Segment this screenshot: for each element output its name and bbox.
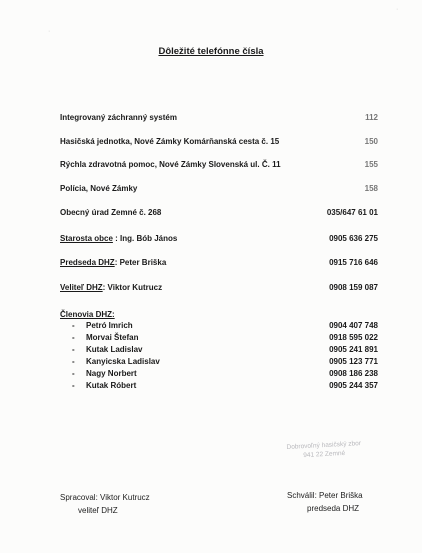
member-row	[60, 369, 378, 379]
member-dash: -	[72, 345, 75, 354]
official-stamp: Dobrovoľný hasičský zbor 941 22 Zemné	[286, 440, 362, 460]
document-title: Dôležité telefónne čísla	[158, 46, 264, 57]
member-row	[60, 357, 378, 367]
member-number: 0918 595 022	[329, 333, 378, 342]
official-name: : Peter Briška	[114, 258, 167, 267]
member-dash: -	[72, 333, 75, 342]
contact-number: 035/647 61 01	[326, 208, 378, 217]
member-row	[60, 321, 378, 331]
contact-label: Rýchla zdravotná pomoc, Nové Zámky Slovenská ul. Č. 11	[60, 160, 281, 169]
members-heading: Členovia DHZ:	[60, 310, 115, 319]
official-name: : Ing. Bób János	[112, 234, 178, 243]
member-number: 0904 407 748	[329, 321, 378, 330]
official-number: 0908 159 087	[329, 283, 378, 292]
contact-number: 158	[364, 184, 378, 193]
prepared-by-label: Spracoval: Viktor Kutrucz	[60, 493, 150, 502]
member-row	[60, 345, 378, 355]
official-number: 0905 636 275	[329, 234, 378, 243]
member-dash: -	[72, 381, 75, 390]
member-number: 0905 123 771	[329, 357, 378, 366]
member-name: Nagy Norbert	[86, 369, 137, 378]
approved-by-role: predseda DHZ	[307, 504, 360, 513]
contact-row	[60, 112, 378, 123]
official-role: Starosta obce	[60, 234, 113, 243]
contact-number: 112	[365, 113, 378, 122]
scan-speck: ·	[48, 28, 51, 35]
official-role: Veliteľ DHZ	[60, 283, 103, 292]
member-number: 0905 244 357	[329, 381, 378, 390]
official-name: : Viktor Kutrucz	[102, 283, 163, 292]
contact-number: 150	[364, 137, 378, 146]
member-dash: -	[72, 369, 75, 378]
member-name: Kanyicska Ladislav	[86, 357, 160, 366]
member-name: Petró Imrich	[86, 321, 133, 330]
official-role: Predseda DHZ	[60, 258, 115, 267]
prepared-by-block	[60, 491, 150, 517]
official-row	[60, 233, 378, 244]
official-row	[60, 257, 378, 268]
contact-label: Integrovaný záchranný systém	[60, 113, 177, 122]
member-name: Morvai Štefan	[86, 333, 139, 342]
member-number: 0905 241 891	[329, 345, 378, 354]
member-dash: -	[72, 357, 75, 366]
contact-row	[60, 207, 378, 218]
member-row	[60, 333, 378, 343]
member-number: 0908 186 238	[329, 369, 378, 378]
member-name: Kutak Róbert	[86, 381, 137, 390]
contact-label: Polícia, Nové Zámky	[60, 184, 138, 193]
member-row	[60, 381, 378, 391]
approved-by-label: Schválil: Peter Briška	[287, 491, 363, 500]
contact-row	[60, 183, 378, 194]
contact-number: 155	[364, 160, 378, 169]
contact-label: Hasičská jednotka, Nové Zámky Komárňanská cesta č. 15	[60, 137, 280, 146]
scan-speck: ·	[396, 6, 399, 13]
contact-row	[60, 159, 378, 170]
approved-by-block	[287, 489, 363, 515]
member-dash: -	[72, 321, 75, 330]
contact-label: Obecný úrad Zemné č. 268	[60, 208, 162, 217]
prepared-by-role: veliteľ DHZ	[78, 506, 118, 515]
official-row	[60, 282, 378, 293]
contact-row	[60, 136, 378, 147]
official-number: 0915 716 646	[329, 258, 378, 267]
member-name: Kutak Ladislav	[86, 345, 143, 354]
